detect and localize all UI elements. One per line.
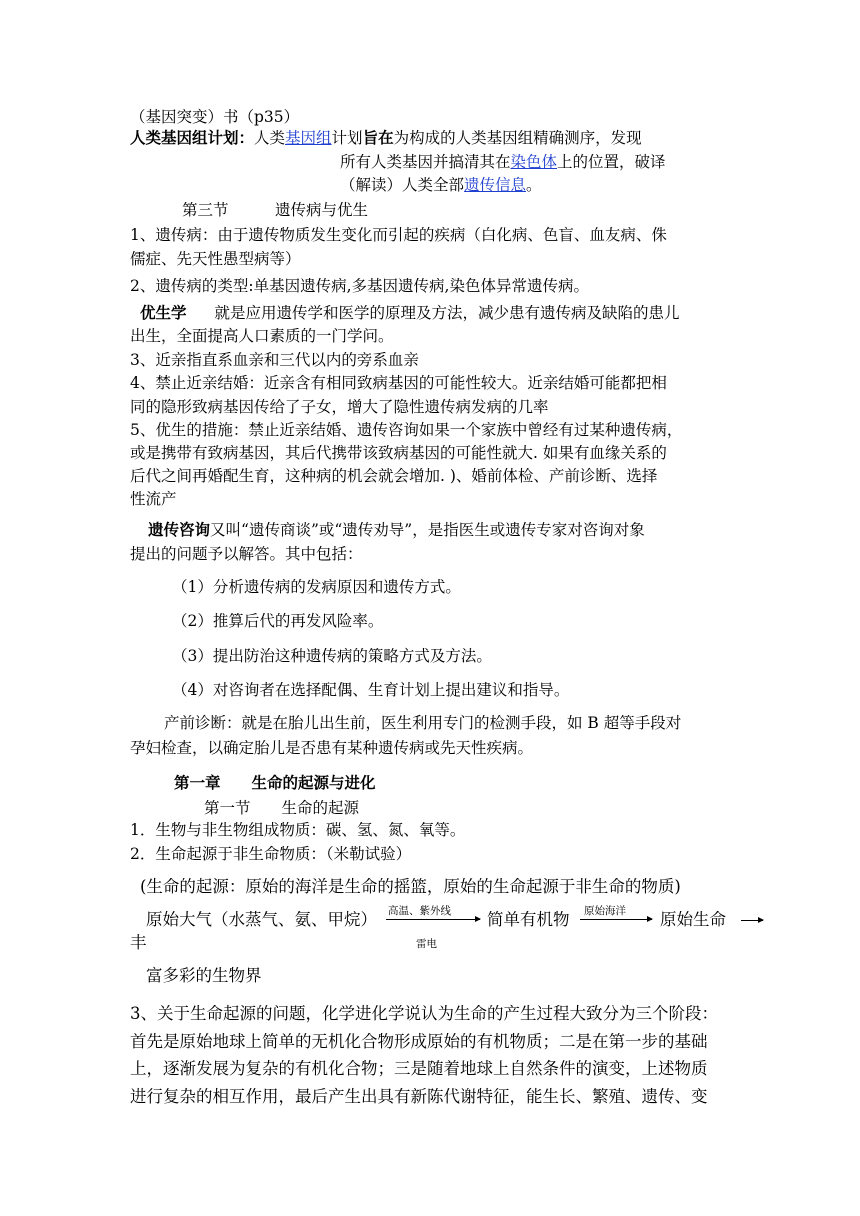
text: 为构成的人类基因组精确测序，发现	[393, 129, 642, 147]
flow-arrow	[580, 919, 652, 920]
genome-line2	[340, 152, 666, 172]
eugenics-paragraph	[140, 303, 680, 323]
text: 上的位置，破译	[557, 153, 666, 171]
text-line: 孕妇检查，以确定胎儿是否患有某种遗传病或先天性疾病。	[130, 739, 534, 757]
list-item: （1）分析遗传病的发病原因和遗传方式。	[172, 578, 461, 596]
link-chromosome[interactable]: 染色体	[510, 153, 558, 171]
text-line: 出生，全面提高人口素质的一门学问。	[130, 327, 394, 345]
flow-label-lower: 雷电	[416, 938, 437, 950]
counseling-paragraph	[148, 520, 645, 540]
counseling-title: 遗传咨询	[148, 521, 211, 539]
text: 。	[526, 176, 542, 194]
genome-paragraph	[130, 128, 642, 148]
text-line: 同的隐形致病基因传给了子女，增大了隐性遗传病发病的几率	[130, 398, 549, 416]
text-line: 进行复杂的相互作用，最后产生出具有新陈代谢特征，能生长、繁殖、遗传、变	[130, 1087, 708, 1106]
text-line: 5、优生的措施：禁止近亲结婚、遗传咨询如果一个家族中曾经有过某种遗传病，	[130, 421, 683, 439]
text: 计划	[331, 129, 363, 147]
flow-label-ocean: 原始海洋	[584, 905, 626, 917]
text-line: 1．生物与非生物组成物质：碳、氢、氮、氧等。	[130, 821, 466, 839]
flow-label-upper: 高温、紫外线	[388, 905, 451, 917]
genome-title: 人类基因组计划：	[130, 129, 255, 147]
link-genetic-info[interactable]: 遗传信息	[464, 176, 527, 194]
flow-node-organic: 简单有机物	[487, 910, 570, 929]
list-item: （2）推算后代的再发风险率。	[172, 612, 384, 630]
text-bold: 旨在	[362, 129, 394, 147]
text-line: (生命的起源：原始的海洋是生命的摇篮，原始的生命起源于非生命的物质)	[140, 877, 681, 896]
text-line: 上，逐渐发展为复杂的有机化合物；三是随着地球上自然条件的演变，上述物质	[130, 1059, 708, 1078]
text-line: 或是携带有致病基因，其后代携带该致病基因的可能性就大. 如果有血缘关系的	[130, 444, 667, 462]
flow-arrow	[386, 919, 480, 920]
section-heading: 第三节 遗传病与优生	[182, 201, 369, 219]
text-line: 儒症、先天性愚型病等）	[130, 250, 301, 268]
text: 所有人类基因并搞清其在	[340, 153, 511, 171]
text-line: 2．生命起源于非生命物质：（米勒试验）	[130, 845, 412, 863]
text: 又叫“遗传商谈”或“遗传劝导”，是指医生或遗传专家对咨询对象	[210, 521, 645, 539]
text-line: 提出的问题予以解答。其中包括：	[130, 545, 363, 563]
flow-node-life: 原始生命	[660, 910, 726, 929]
genome-line3	[340, 175, 542, 195]
text-line: （基因突变）书（p35）	[130, 108, 300, 126]
text-line: 4、禁止近亲结婚：近亲含有相同致病基因的可能性较大。近亲结婚可能都把相	[130, 374, 667, 392]
text: 人类	[254, 129, 286, 147]
text-line: 首先是原始地球上简单的无机化合物形成原始的有机物质；二是在第一步的基础	[130, 1032, 708, 1051]
text: （解读）人类全部	[340, 176, 465, 194]
text-line: 性流产	[130, 490, 177, 508]
text-line: 丰	[130, 933, 147, 952]
text-line: 3、近亲指直系血亲和三代以内的旁系血亲	[130, 351, 419, 369]
chapter-heading: 第一章 生命的起源与进化	[174, 774, 376, 792]
eugenics-title: 优生学	[140, 304, 187, 322]
text-line: 产前诊断：就是在胎儿出生前，医生利用专门的检测手段，如 B 超等手段对	[164, 714, 682, 732]
link-genome[interactable]: 基因组	[285, 129, 332, 147]
flow-node-biosphere: 富多彩的生物界	[146, 966, 262, 985]
text-line: 后代之间再婚配生育，这种病的机会就会增加. )、婚前体检、产前诊断、选择	[130, 467, 658, 485]
text-line: 3、关于生命起源的问题，化学进化学说认为生命的产生过程大致分为三个阶段：	[130, 1004, 718, 1023]
flow-node-atmosphere: 原始大气（水蒸气、氨、甲烷）	[146, 910, 377, 929]
flow-arrow	[741, 920, 763, 921]
section-heading: 第一节 生命的起源	[204, 799, 360, 817]
list-item: （4）对咨询者在选择配偶、生育计划上提出建议和指导。	[172, 681, 570, 699]
text-line: 1、遗传病：由于遗传物质发生变化而引起的疾病（白化病、色盲、血友病、侏	[130, 226, 667, 244]
list-item: （3）提出防治这种遗传病的策略方式及方法。	[172, 647, 492, 665]
text-line: 2、遗传病的类型:单基因遗传病,多基因遗传病,染色体异常遗传病。	[130, 277, 589, 295]
text: 就是应用遗传学和医学的原理及方法，减少患有遗传病及缺陷的患儿	[214, 304, 680, 322]
